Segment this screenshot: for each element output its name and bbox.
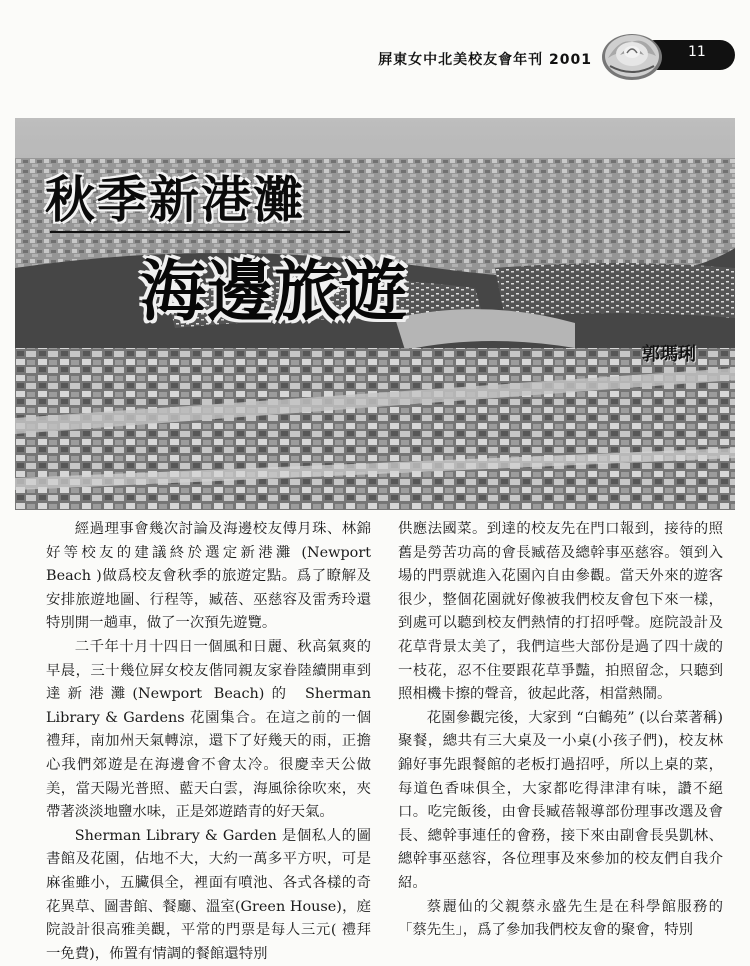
paragraph: 蔡麗仙的父親蔡永盛先生是在科學館服務的「蔡先生」，爲了參加我們校友會的聚會，特別 <box>398 898 723 939</box>
author-name: 郭瑪琍 <box>642 344 696 365</box>
page-header <box>0 0 750 110</box>
paragraph: 經過理事會幾次討論及海邊校友傅月珠、林錦好等校友的建議終於選定新港灘 (Newport Beach )做爲校友會秋季的旅遊定點。爲了瞭解及安排旅遊地圖、行程等，臧蓓、巫慈容及雷秀玲還特別開一趟車，做了一次預先遊覽。 <box>46 521 371 632</box>
article-title-line1: 秋季新港灘 <box>45 171 305 229</box>
body-left-column <box>46 518 371 966</box>
paragraph: 花園參觀完後，大家到 “白鶴苑” (以台菜著稱)聚餐，總共有三大桌及一小桌(小孩子們)，校友林錦好事先跟餐館的老板打過招呼，所以上桌的菜，每道色香味俱全，大家都吃得津津有味，讚不絕口。吃完飯後，由會長臧蓓報導部份理事改選及會長、總幹事連任的會務，接下來由副會長吳凱林、總幹事巫慈容，各位理事及來參加的校友們自我介紹。 <box>398 709 723 891</box>
page-number: 11 <box>688 44 706 60</box>
rose-icon <box>600 28 664 82</box>
article-title-line2: 海邊旅遊 <box>140 253 408 330</box>
paragraph: Sherman Library & Garden 是個私人的圖書館及花園，佔地不大，大約一萬多平方呎，可是麻雀雖小，五臟俱全，裡面有噴池、各式各樣的奇花異草、圖書館、餐廳、溫室(Green House)，庭院設計很高雅美觀，平常的門票是每人三元( 禮拜一免費)，佈置有情調的餐館還特別 <box>46 827 371 962</box>
body-right-column <box>398 518 723 943</box>
publication-title: 屛東女中北美校友會年刊 2001 <box>378 52 592 68</box>
title-divider <box>50 231 350 233</box>
paragraph: 二千年十月十四日一個風和日麗、秋高氣爽的早晨，三十幾位屛女校友偕同親友家眷陸續開車到達新港灘(Newport Beach)的 Sherman Library & Gardens 花園集合。在這之前的一個禮拜，南加州天氣轉涼，還下了好幾天的雨，正擔心我們郊遊是在海邊會不會太冷。很慶幸天公做美，當天陽光普照、藍天白雲，海風徐徐吹來，夾帶著淡淡地鹽水味，正是郊遊踏青的好天氣。 <box>46 638 371 821</box>
paragraph: 供應法國菜。到達的校友先在門口報到，接待的照舊是勞苦功高的會長臧蓓及總幹事巫慈容。領到入場的門票就進入花園內自由參觀。當天外來的遊客很少，整個花園就好像被我們校友會包下來一樣，到處可以聽到校友們熱情的打招呼聲。庭院設計及花草背景太美了，我們這些大部份是過了四十歲的一枝花，忍不住要跟花草爭豔，拍照留念，只聽到照相機卡擦的聲音，彼起此落，相當熱鬧。 <box>398 521 723 703</box>
